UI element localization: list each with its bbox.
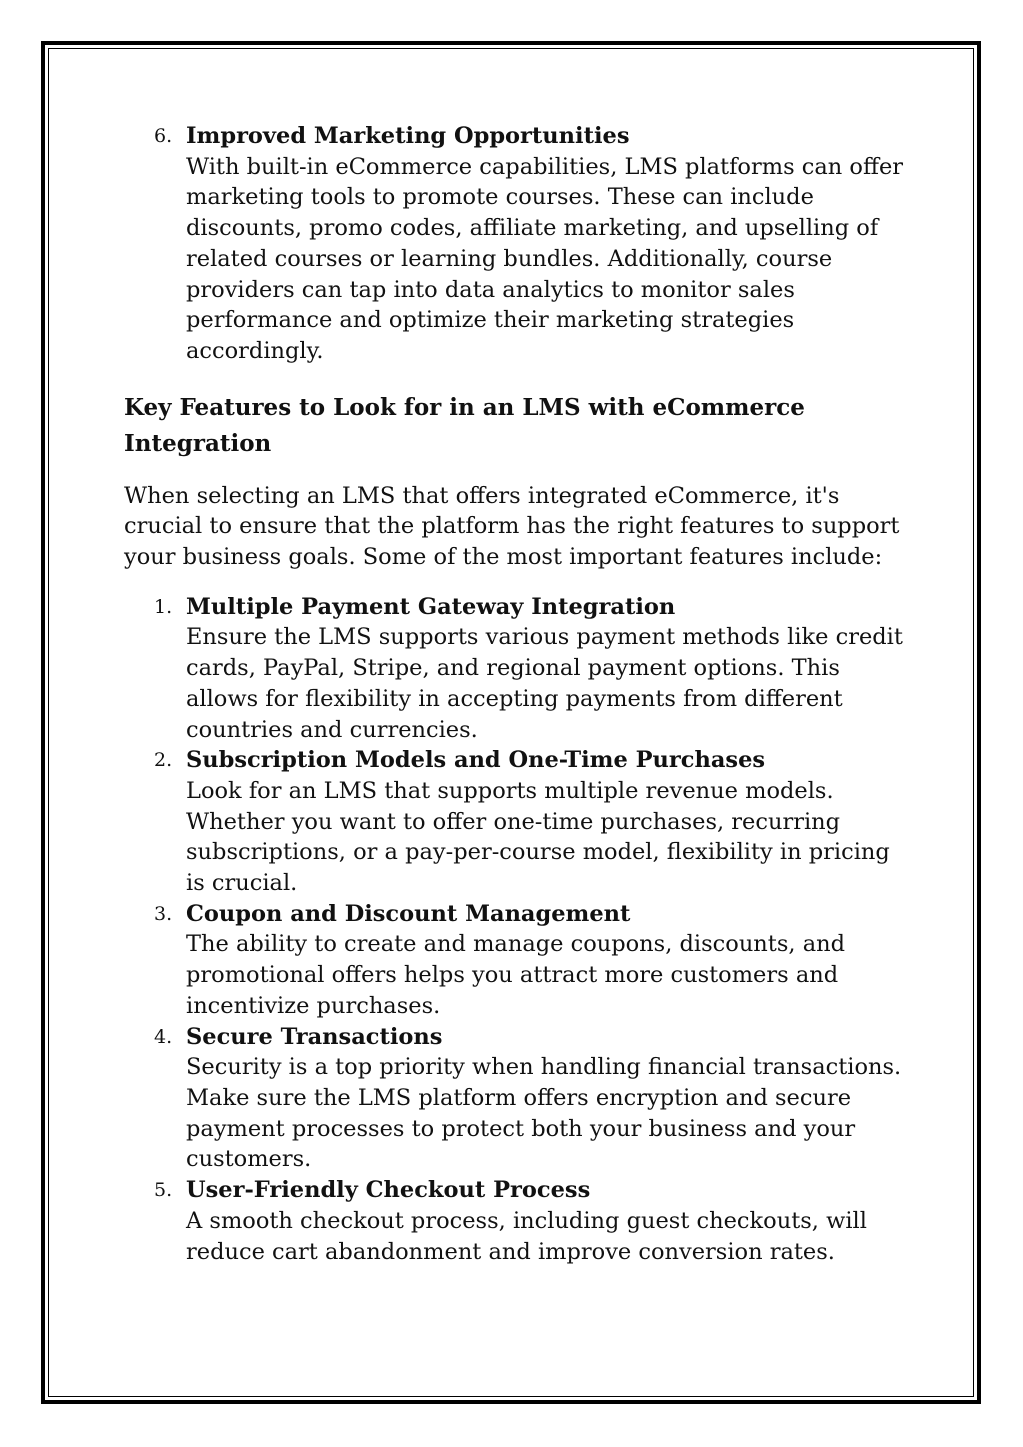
list-item-description [186,929,904,1021]
paragraph-line: your business goals. Some of the most important features include: [124,544,883,571]
list-item-description [186,1206,904,1267]
list-item-title: Coupon and Discount Management [186,900,631,927]
desc-line: Security is a top priority when handling financial transactions. [186,1054,902,1081]
document-content [124,121,904,1267]
list-item-title: Secure Transactions [186,1023,443,1050]
list-item-payment-gateway [124,592,904,746]
desc-line: cards, PayPal, Stripe, and regional payment options. This [186,655,840,682]
desc-line: discounts, promo codes, affiliate marketing, and upselling of [186,215,879,242]
heading-line: Key Features to Look for in an LMS with eCommerce [124,393,805,421]
desc-line: Ensure the LMS supports various payment methods like credit [186,624,903,651]
list-item-description [186,622,904,745]
desc-line: related courses or learning bundles. Additionally, course [186,245,833,272]
list-item-subscription-models [124,745,904,899]
paragraph-line: crucial to ensure that the platform has the right features to support [124,513,900,540]
desc-line: incentivize purchases. [186,992,441,1019]
desc-line: Whether you want to offer one-time purchases, recurring [186,808,841,835]
list-item-description [186,1052,904,1175]
heading-line: Integration [124,429,272,457]
desc-line: With built-in eCommerce capabilities, LMS platforms can offer [186,153,904,180]
desc-line: performance and optimize their marketing strategies [186,307,795,334]
desc-line: The ability to create and manage coupons, discounts, and [186,931,846,958]
list-item-checkout-process [124,1175,904,1267]
desc-line: countries and currencies. [186,716,478,743]
desc-line: is crucial. [186,870,298,897]
list-number: 3. [154,902,173,925]
list-number: 2. [154,749,173,772]
desc-line: Make sure the LMS platform offers encryption and secure [186,1084,852,1111]
desc-line: allows for flexibility in accepting payments from different [186,685,843,712]
desc-line: Look for an LMS that supports multiple revenue models. [186,777,834,804]
list-number: 4. [154,1025,173,1048]
intro-paragraph [124,481,904,573]
desc-line: A smooth checkout process, including guest checkouts, will [186,1207,867,1234]
list-number: 1. [154,595,173,618]
desc-line: subscriptions, or a pay-per-course model, flexibility in pricing [186,839,890,866]
list-item-title: Multiple Payment Gateway Integration [186,593,676,620]
list-item-secure-transactions [124,1022,904,1176]
desc-line: reduce cart abandonment and improve conversion rates. [186,1238,835,1265]
list-item-title: Improved Marketing Opportunities [186,123,630,149]
list-number: 5. [154,1179,173,1202]
desc-line: promotional offers helps you attract more customers and [186,962,839,989]
desc-line: marketing tools to promote courses. These can include [186,184,814,211]
desc-line: accordingly. [186,337,324,364]
paragraph-line: When selecting an LMS that offers integrated eCommerce, it's [124,482,840,509]
desc-line: customers. [186,1146,312,1173]
list-item-coupon-management [124,899,904,1022]
list-item-improved-marketing [124,121,904,367]
desc-line: payment processes to protect both your business and your [186,1115,856,1142]
list-item-title: User-Friendly Checkout Process [186,1177,591,1204]
list-number: 6. [154,125,173,147]
features-list [124,592,904,1267]
section-heading [124,390,904,462]
desc-line: providers can tap into data analytics to monitor sales [186,276,795,303]
list-item-title: Subscription Models and One-Time Purchases [186,747,766,774]
list-item-description [186,152,904,367]
list-item-description [186,776,904,899]
